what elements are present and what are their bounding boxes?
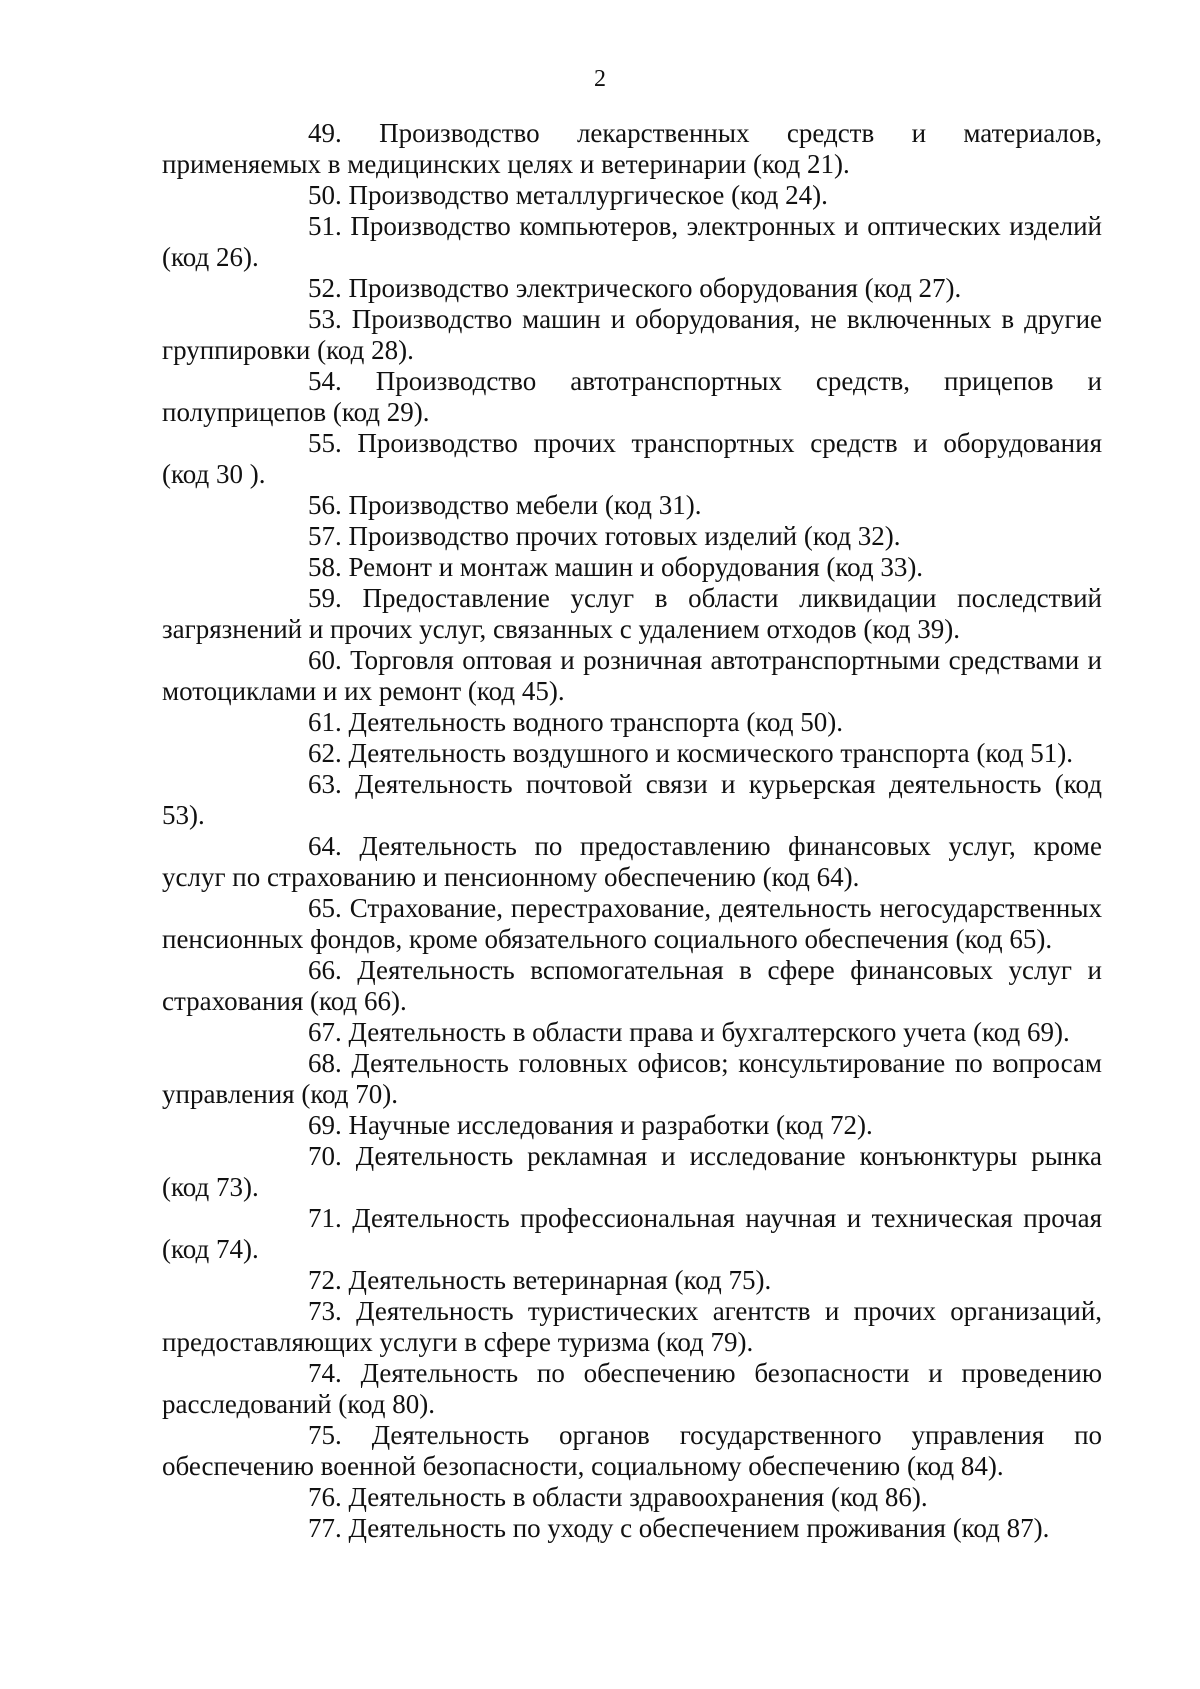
item-text: Деятельность водного транспорта (код 50). [348,707,844,737]
item-text: Ремонт и монтаж машин и оборудования (код 33). [348,552,924,582]
item-number: 72. [308,1265,342,1295]
list-item [162,180,1102,211]
list-item [162,1513,1102,1544]
activity-list [162,118,1102,1544]
item-number: 65. [308,893,342,923]
item-number: 77. [308,1513,342,1543]
list-item [162,645,1102,707]
item-number: 60. [308,645,342,675]
item-text: Деятельность по предоставлению финансовых услуг, кроме услуг по страхованию и пенсионному обеспечению (код 64). [162,831,1102,892]
item-number: 58. [308,552,342,582]
item-text: Производство металлургическое (код 24). [348,180,828,210]
list-item [162,1048,1102,1110]
list-item [162,831,1102,893]
item-text: Деятельность рекламная и исследование конъюнктуры рынка (код 73). [162,1141,1103,1202]
item-number: 69. [308,1110,342,1140]
item-number: 70. [308,1141,342,1171]
item-number: 52. [308,273,342,303]
list-item [162,521,1102,552]
item-number: 66. [308,955,342,985]
list-item [162,552,1102,583]
item-number: 67. [308,1017,342,1047]
item-number: 68. [308,1048,342,1078]
item-text: Производство автотранспортных средств, прицепов и полуприцепов (код 29). [162,366,1102,427]
item-number: 51. [308,211,342,241]
list-item [162,1358,1102,1420]
item-number: 63. [308,769,342,799]
list-item [162,273,1102,304]
list-item [162,707,1102,738]
item-text: Деятельность в области права и бухгалтерского учета (код 69). [348,1017,1070,1047]
list-item [162,366,1102,428]
item-number: 55. [308,428,342,458]
page-number: 2 [594,66,606,92]
item-number: 73. [308,1296,342,1326]
list-item [162,1110,1102,1141]
item-text: Деятельность вспомогательная в сфере финансовых услуг и страхования (код 66). [162,955,1102,1016]
item-text: Деятельность профессиональная научная и техническая прочая (код 74). [162,1203,1103,1264]
item-number: 71. [308,1203,342,1233]
item-text: Страхование, перестрахование, деятельность негосударственных пенсионных фондов, кроме обязательного социального обеспечения (код 65). [162,893,1102,954]
list-item [162,211,1102,273]
list-item [162,1017,1102,1048]
list-item [162,490,1102,521]
list-item [162,1420,1102,1482]
item-text: Деятельность ветеринарная (код 75). [348,1265,772,1295]
item-text: Деятельность по обеспечению безопасности и проведению расследований (код 80). [162,1358,1102,1419]
item-text: Деятельность туристических агентств и прочих организаций, предоставляющих услуги в сфере туризма (код 79). [162,1296,1103,1357]
list-item [162,769,1102,831]
list-item [162,428,1102,490]
item-text: Производство лекарственных средств и материалов, применяемых в медицинских целях и ветеринарии (код 21). [162,118,1102,179]
list-item [162,893,1102,955]
item-text: Деятельность воздушного и космического транспорта (код 51). [348,738,1074,768]
item-number: 61. [308,707,342,737]
item-text: Производство прочих транспортных средств и оборудования (код 30 ). [162,428,1103,489]
item-number: 49. [308,118,342,148]
item-number: 50. [308,180,342,210]
item-text: Деятельность почтовой связи и курьерская деятельность (код 53). [162,769,1103,830]
item-text: Предоставление услуг в области ликвидации последствий загрязнений и прочих услуг, связанных с удалением отходов (код 39). [162,583,1102,644]
item-text: Научные исследования и разработки (код 72). [348,1110,873,1140]
item-number: 56. [308,490,342,520]
item-text: Производство компьютеров, электронных и оптических изделий (код 26). [162,211,1102,272]
item-text: Торговля оптовая и розничная автотранспортными средствами и мотоциклами и их ремонт (код 45). [162,645,1102,706]
list-item [162,955,1102,1017]
list-item [162,738,1102,769]
item-text: Производство мебели (код 31). [348,490,702,520]
item-text: Деятельность органов государственного управления по обеспечению военной безопасности, социальному обеспечению (код 84). [162,1420,1103,1481]
item-number: 75. [308,1420,342,1450]
list-item [162,1141,1102,1203]
item-number: 59. [308,583,342,613]
item-number: 76. [308,1482,342,1512]
item-text: Деятельность головных офисов; консультирование по вопросам управления (код 70). [162,1048,1102,1109]
item-text: Производство прочих готовых изделий (код 32). [348,521,901,551]
item-number: 53. [308,304,342,334]
list-item [162,583,1102,645]
item-number: 74. [308,1358,342,1388]
item-number: 64. [308,831,342,861]
list-item [162,1482,1102,1513]
item-text: Производство машин и оборудования, не включенных в другие группировки (код 28). [162,304,1102,365]
list-item [162,304,1102,366]
item-text: Деятельность по уходу с обеспечением проживания (код 87). [348,1513,1050,1543]
item-number: 54. [308,366,342,396]
item-text: Деятельность в области здравоохранения (код 86). [348,1482,928,1512]
list-item [162,118,1102,180]
list-item [162,1265,1102,1296]
item-number: 57. [308,521,342,551]
list-item [162,1296,1102,1358]
item-number: 62. [308,738,342,768]
list-item [162,1203,1102,1265]
item-text: Производство электрического оборудования (код 27). [348,273,962,303]
